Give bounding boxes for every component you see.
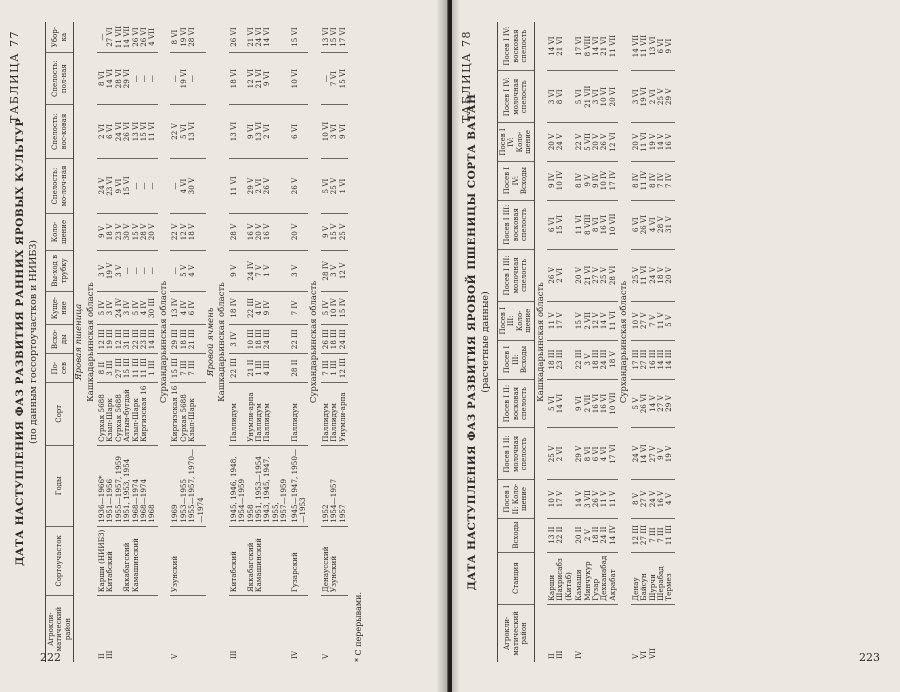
cell-c2: 8 V 27 V 24 V 16 V 4 V: [631, 480, 675, 518]
cell-station: Денау Байсун Шурчи Шерабад Термез: [631, 552, 675, 604]
cell-sow: 7 III 1 III 12 III: [321, 354, 348, 382]
cell-station: Узунский: [170, 526, 206, 595]
region-label: Кашкадарьинская область: [217, 282, 228, 402]
region-row: [534, 22, 547, 662]
page-number: 222: [40, 651, 61, 664]
right-page: [452, 0, 900, 692]
cell-full: — 19 VI —: [170, 53, 206, 105]
column-header: Спелость: мо-лоч-ная: [46, 158, 74, 213]
cell-c12: 17 VI 8 VIII 14 VI 21 VI 11 VII: [574, 22, 618, 71]
cell-zone: II III: [547, 650, 565, 659]
column-header: Сорт: [46, 382, 74, 445]
cell-zone: V VI VII: [630, 648, 657, 659]
cell-milk: 26 V: [290, 158, 309, 213]
cell-c8: 11 VI 8 VIII 8 VI 16 VI 10 VII: [574, 200, 618, 249]
column-header: Посев I II: восковая спелость: [498, 379, 535, 428]
table-row: [547, 22, 574, 662]
column-header: Посев I III: Коло-шение: [498, 302, 535, 340]
column-header: Куще-ние: [46, 291, 74, 324]
cell-till: 18 IV 22 III 4 IV 9 IV: [229, 291, 290, 324]
region-row: [158, 22, 170, 662]
cell-years: 1945—1947, 1950— —1953: [290, 445, 309, 526]
region-row: [618, 22, 630, 662]
table-title: ДАТА НАСТУПЛЕНИЯ ФАЗ РАЗВИТИЯ РАННИХ ЯРОВЫХ КУЛЬТУР: [14, 118, 26, 566]
cell-head: 20 V: [290, 214, 309, 251]
column-header: Убор-ка: [46, 22, 74, 53]
group-row: [74, 22, 85, 662]
table-row: [574, 22, 618, 662]
cell-emerg: 26 III 18 III 24 III: [321, 325, 348, 354]
cell-boot: — 5 V 4 V: [170, 250, 206, 291]
column-header: Посев I IV: Коло-шение: [498, 123, 535, 161]
cell-c6: 11 V 17 V: [547, 302, 574, 340]
cell-head: 9 V 15 V 25 V: [321, 214, 348, 251]
cell-zone: III: [228, 650, 238, 659]
column-header: Агрокли-матический район: [498, 604, 535, 662]
column-header: Посев I II: Коло-шение: [498, 480, 535, 518]
cell-milk: — 4 VI 30 V: [170, 158, 206, 213]
table-label: ТАБЛИЦА 77: [8, 30, 21, 123]
cell-years: 1936—1966* 1951—1956 1955—1957, 1959 1951, 1953, 1954 1968—1974 1968—1974 1968: [97, 445, 158, 526]
page-number: 223: [859, 651, 880, 664]
cell-c5: 18 III 23 III: [547, 340, 574, 379]
column-header: Посев I II: молочная спелость: [498, 428, 535, 480]
cell-wax: 6 VI: [290, 105, 309, 159]
table-row: [170, 22, 206, 662]
group-label: Яровой ячмень: [205, 307, 216, 377]
left-page: [0, 0, 448, 692]
cell-station: Камаши Минчукур Гузар Дехканабад Акрабат: [574, 552, 618, 604]
cell-c3: 25 V 2 VI: [547, 428, 574, 480]
cell-wax: 22 V 5 VI 13 VI: [170, 105, 206, 159]
cell-c9: 9 IV 10 IV: [547, 161, 574, 200]
cell-years: 1945, 1946, 1948, 1954—1959 1958 1951, 1953—1954 1943, 1945, 1947, 1955, 1957—1959: [229, 445, 290, 526]
cell-harvest: — 27 VI 11 VII 14 VII 26 VI 26 VI 4 VII: [97, 22, 158, 53]
cell-milk: 11 VI 29 V 2 VI 26 V: [229, 158, 290, 213]
cell-harvest: 13 VI 15 VI 17 VI: [321, 22, 348, 53]
cell-c10: 22 V 5 VII 20 V 26 V 12 VI: [574, 123, 618, 161]
cell-milk: 24 V 23 VI 9 VI 15 VI — — —: [97, 158, 158, 213]
cell-station: Гузарский: [290, 526, 309, 595]
cell-c10: 20 V 11 VI 19 V 14 V 16 V: [631, 123, 675, 161]
cell-c4: 9 VI 2 VII 16 VI 16 VI 10 VII: [574, 379, 618, 428]
cell-c10: 20 V 24 V: [547, 123, 574, 161]
cell-c2: 10 V 17 V: [547, 480, 574, 518]
column-header: По-сев: [46, 354, 74, 382]
cell-till: 13 IV 4 IV 6 IV: [170, 291, 206, 324]
cell-years: 1969 1953—1955 1955—1957, 1970— —1974: [170, 445, 206, 526]
column-header: Коло-шение: [46, 214, 74, 251]
group-label: Яровая пшеница: [74, 303, 85, 381]
cell-c5: 22 III 3 V 18 III 24 III 18 V: [574, 340, 618, 379]
cell-boot: 3 V: [290, 250, 309, 291]
group-row: [206, 22, 216, 662]
cell-wax: 13 VI 9 VI 13 VI 2 VI: [229, 105, 290, 159]
column-header: Годы: [46, 445, 74, 526]
cell-head: 22 V 12 V 18 V: [170, 214, 206, 251]
cell-c11: 3 VI 8 VI: [547, 71, 574, 123]
cell-sow: 8 II 3 III 27 III 15 III 11 III 11 III 1 III: [97, 354, 158, 382]
cell-c9: 8 IV 9 V 9 IV 10 IV 17 IV: [574, 161, 618, 200]
cell-head: 28 V 16 V 20 V 16 V: [229, 214, 290, 251]
cell-c8: 6 VI 26 VI 4 VI 28 V 31 V: [631, 200, 675, 249]
cell-wax: 10 VI 3 VI 9 VI: [321, 105, 348, 159]
cell-full: 8 VI 14 VI 28 VI 29 VI — — —: [97, 53, 158, 105]
cell-variety: Сурхак 5688 Кзыл-Шарк Сурхак 5688 Алтын-бугдай Кзыл-Шарк Киргизская 16: [97, 382, 158, 445]
region-label: Сурхандарьинская область: [309, 280, 320, 404]
cell-emerg: 3 IV 10 III 18 III 24 III: [229, 325, 290, 354]
cell-c12: 14 VII 11 VII 13 VI 6 VI 9 VI: [631, 22, 675, 71]
column-header: Посев I III: восковая спелость: [498, 200, 535, 249]
phase-table: [497, 22, 675, 662]
column-header: Посев I IV: восковая спелость: [498, 22, 535, 71]
cell-variety: Паллидум Унумли-арпа Паллидум Паллидум: [229, 382, 290, 445]
cell-variety: Паллидум Паллидум Унумли-арпа: [321, 382, 348, 445]
region-label: Кашкадарьинская область: [85, 282, 96, 402]
cell-till: 5 IV 3 IV 24 IV 3 IV 5 IV 4 IV 30 III: [97, 291, 158, 324]
cell-c7: 20 V 21 VI 27 V 25 V 28 VI: [574, 249, 618, 301]
table-row: [229, 22, 290, 662]
cell-full: 18 VI 12 VI 21 VI 9 VI: [229, 53, 290, 105]
cell-c6: 10 V 27 V 7 V 11 V 5 V: [631, 302, 675, 340]
table-title: ДАТА НАСТУПЛЕНИЯ ФАЗ РАЗВИТИЯ ЯРОВОЙ ПШЕНИЦЫ СОРТА ВАТАН: [466, 93, 478, 591]
column-header: Спелость: пол-ная: [46, 53, 74, 105]
cell-c5: 17 III 27 III 16 III 14 III 14 III: [631, 340, 675, 379]
column-header: Сортоучасток: [46, 526, 74, 595]
cell-variety: Паллидум: [290, 382, 309, 445]
table-subtitle: (расчетные данные): [480, 291, 491, 393]
phase-table: [45, 22, 348, 662]
column-header: Посев I IV: молочная спелость: [498, 71, 535, 123]
cell-variety: Киргизская 16 Сурхак 5688 Кзыл-Шарк: [170, 382, 206, 445]
cell-full: 10 VI: [290, 53, 309, 105]
cell-c9: 8 IV 11 IV 8 IV 7 IV 7 IV: [631, 161, 675, 200]
cell-harvest: 15 VI: [290, 22, 309, 53]
cell-sow: 22 III 21 II 1 III 4 III: [229, 354, 290, 382]
cell-till: 5 IV 10 IV 15 IV: [321, 291, 348, 324]
footnote: * С перерывами.: [354, 592, 363, 662]
cell-c11: 3 VI 19 VI 2 VI 25 V 29 V: [631, 71, 675, 123]
column-header: Агрокли-матический район: [46, 596, 74, 662]
cell-c6: 15 V 2 VII 12 V 14 V 11 VI: [574, 302, 618, 340]
cell-head: 9 V 18 V 23 V 30 V 15 V 28 V 20 V: [97, 214, 158, 251]
region-row: [308, 22, 320, 662]
cell-c7: 25 V 11 VI 24 V 18 V 20 V: [631, 249, 675, 301]
cell-harvest: 26 VI 21 VI 24 VI 14 VI: [229, 22, 290, 53]
cell-c3: 24 V 14 VI 27 V 9 V 19 V: [631, 428, 675, 480]
column-header: Вы-ход в трубку: [46, 250, 74, 291]
region-label: Кашкадарьинская область: [535, 282, 546, 402]
table-row: [290, 22, 309, 662]
cell-zone: IV: [574, 650, 584, 659]
column-header: Станция: [498, 552, 535, 604]
cell-c1: 13 II 22 II: [547, 518, 574, 552]
table-78: [460, 22, 891, 662]
column-header: Спелость: вос-ковая: [46, 105, 74, 159]
cell-full: — 7 VI 15 VI: [321, 53, 348, 105]
cell-station: Карши Шахрисабз (Китаб): [547, 552, 574, 604]
column-header: Посев I III: Всходы: [498, 340, 535, 379]
table-row: [97, 22, 158, 662]
cell-c1: 12 III 27 III 7 III 7 III 11 III: [631, 518, 675, 552]
cell-harvest: 8 VI 19 VI 28 VI: [170, 22, 206, 53]
cell-boot: 9 V 24 IV 7 V 1 V: [229, 250, 290, 291]
column-header: Посев I IV: Всходы: [498, 161, 535, 200]
region-label: Сурхандарьинская область: [158, 280, 169, 404]
column-header: Посев I III: молочная спелость: [498, 249, 535, 301]
cell-sow: 15 III 7 III 7 III: [170, 354, 206, 382]
cell-till: 7 IV: [290, 291, 309, 324]
cell-zone: V: [320, 653, 330, 659]
table-row: [631, 22, 675, 662]
cell-c12: 14 VI 21 VI: [547, 22, 574, 71]
cell-c2: 14 V 3 VII 26 V 11 V 11 V: [574, 480, 618, 518]
cell-station: Карши (НИИБЗ) Китабский Яккабагский Камашинский: [97, 526, 158, 595]
cell-emerg: 12 III 19 III 12 III 31 III 22 III 23 III 14 III: [97, 325, 158, 354]
cell-zone: II III: [97, 650, 115, 659]
region-row: [85, 22, 97, 662]
cell-zone: IV: [289, 650, 299, 659]
cell-sow: 28 II: [290, 354, 309, 382]
region-label: Сурхандарьинская область: [619, 280, 630, 404]
cell-zone: V: [170, 653, 180, 659]
cell-c11: 5 VI 21 VII 3 VI 10 VI 20 VI: [574, 71, 618, 123]
cell-boot: 3 V 19 V 3 V — — — —: [97, 250, 158, 291]
cell-boot: 28 IV 3 V 12 V: [321, 250, 348, 291]
cell-emerg: 29 III 18 III 21 III: [170, 325, 206, 354]
cell-c3: 29 V 8 VI 6 VI 4 VI 17 VI: [574, 428, 618, 480]
cell-station: Денаусский Узунский: [321, 526, 348, 595]
cell-station: Китабский Яккабагский Камашинский: [229, 526, 290, 595]
table-label: ТАБЛИЦА 78: [460, 30, 473, 123]
cell-years: 1952 1954—1957 1957: [321, 445, 348, 526]
table-77: [8, 22, 434, 662]
table-row: [321, 22, 348, 662]
cell-c4: 5 V 26 VI 14 V 27 V 29 V: [631, 379, 675, 428]
cell-c7: 26 V 2 VI: [547, 249, 574, 301]
cell-emerg: 22 III: [290, 325, 309, 354]
cell-wax: 2 VI 6 VI 24 VI 26 VI 13 VI 15 VI 11 VI: [97, 105, 158, 159]
column-header: Всходы: [498, 518, 535, 552]
region-row: [216, 22, 228, 662]
table-subtitle: (по данным госсортоучастков и НИИБЗ): [28, 240, 39, 444]
cell-milk: 5 VI 25 V 1 VI: [321, 158, 348, 213]
cell-c8: 6 VI 15 VI: [547, 200, 574, 249]
cell-c4: 5 VI 14 VI: [547, 379, 574, 428]
cell-c1: 20 II 2 V 18 II 24 II 14 IV: [574, 518, 618, 552]
column-header: Всхо-ды: [46, 325, 74, 354]
